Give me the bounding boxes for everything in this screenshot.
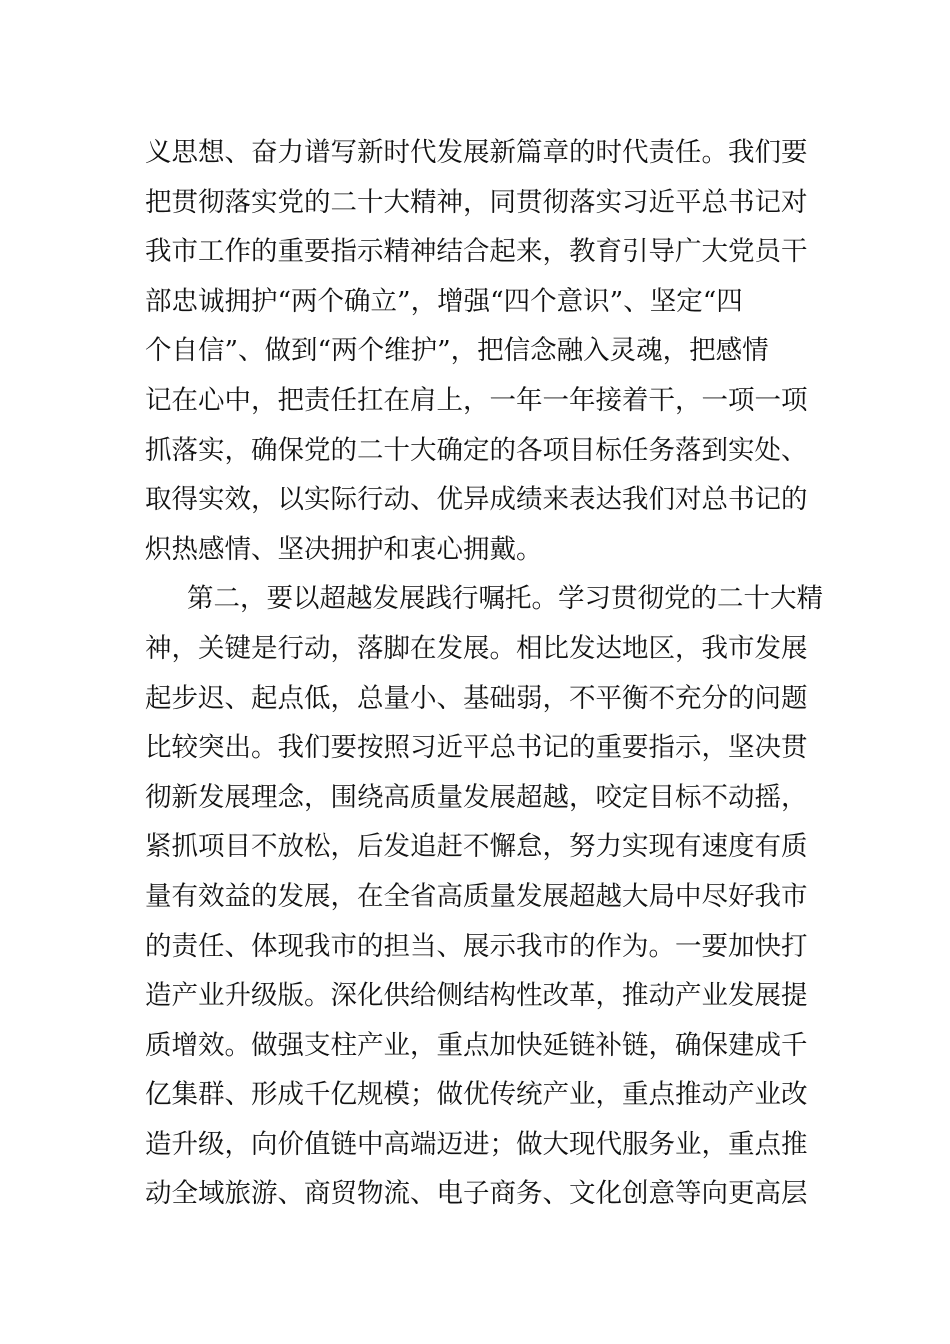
- text-line: 比较突出。我们要按照习近平总书记的重要指示，坚决贯: [145, 732, 808, 764]
- text-line: 取得实效，以实际行动、优异成绩来表达我们对总书记的: [145, 484, 808, 516]
- text-line: 炽热感情、坚决拥护和衷心拥戴。: [145, 533, 543, 565]
- text-line: 把贯彻落实党的二十大精神，同贯彻落实习近平总书记对: [145, 186, 808, 218]
- text-line: 质增效。做强支柱产业，重点加快延链补链，确保建成千: [145, 1029, 808, 1061]
- text-line: 动全域旅游、商贸物流、电子商务、文化创意等向更高层: [145, 1178, 808, 1210]
- paragraph-start-line: 第二，要以超越发展践行嘱托。学习贯彻党的二十大精: [187, 583, 823, 615]
- text-line: 造升级，向价值链中高端迈进；做大现代服务业，重点推: [145, 1128, 808, 1160]
- text-line: 部忠诚拥护“两个确立”，增强“四个意识”、坚定“四: [145, 285, 743, 317]
- text-line: 亿集群、形成千亿规模；做优传统产业，重点推动产业改: [145, 1079, 808, 1111]
- text-line: 量有效益的发展，在全省高质量发展超越大局中尽好我市: [145, 880, 808, 912]
- text-line: 起步迟、起点低，总量小、基础弱，不平衡不充分的问题: [145, 682, 808, 714]
- text-line: 紧抓项目不放松，后发追赶不懈怠，努力实现有速度有质: [145, 831, 808, 863]
- text-line: 抓落实，确保党的二十大确定的各项目标任务落到实处、: [145, 434, 808, 466]
- text-line: 记在心中，把责任扛在肩上，一年一年接着干，一项一项: [145, 384, 808, 416]
- text-line: 我市工作的重要指示精神结合起来，教育引导广大党员干: [145, 236, 808, 268]
- text-line: 的责任、体现我市的担当、展示我市的作为。一要加快打: [145, 930, 808, 962]
- text-line: 造产业升级版。深化供给侧结构性改革，推动产业发展提: [145, 980, 808, 1012]
- document-body: [145, 128, 823, 1219]
- text-line: 神，关键是行动，落脚在发展。相比发达地区，我市发展: [145, 632, 808, 664]
- text-line: 个自信”、做到“两个维护”，把信念融入灵魂，把感情: [145, 335, 769, 367]
- text-line: 义思想、奋力谱写新时代发展新篇章的时代责任。我们要: [145, 137, 808, 168]
- text-line: 彻新发展理念，围绕高质量发展超越，咬定目标不动摇，: [145, 781, 808, 813]
